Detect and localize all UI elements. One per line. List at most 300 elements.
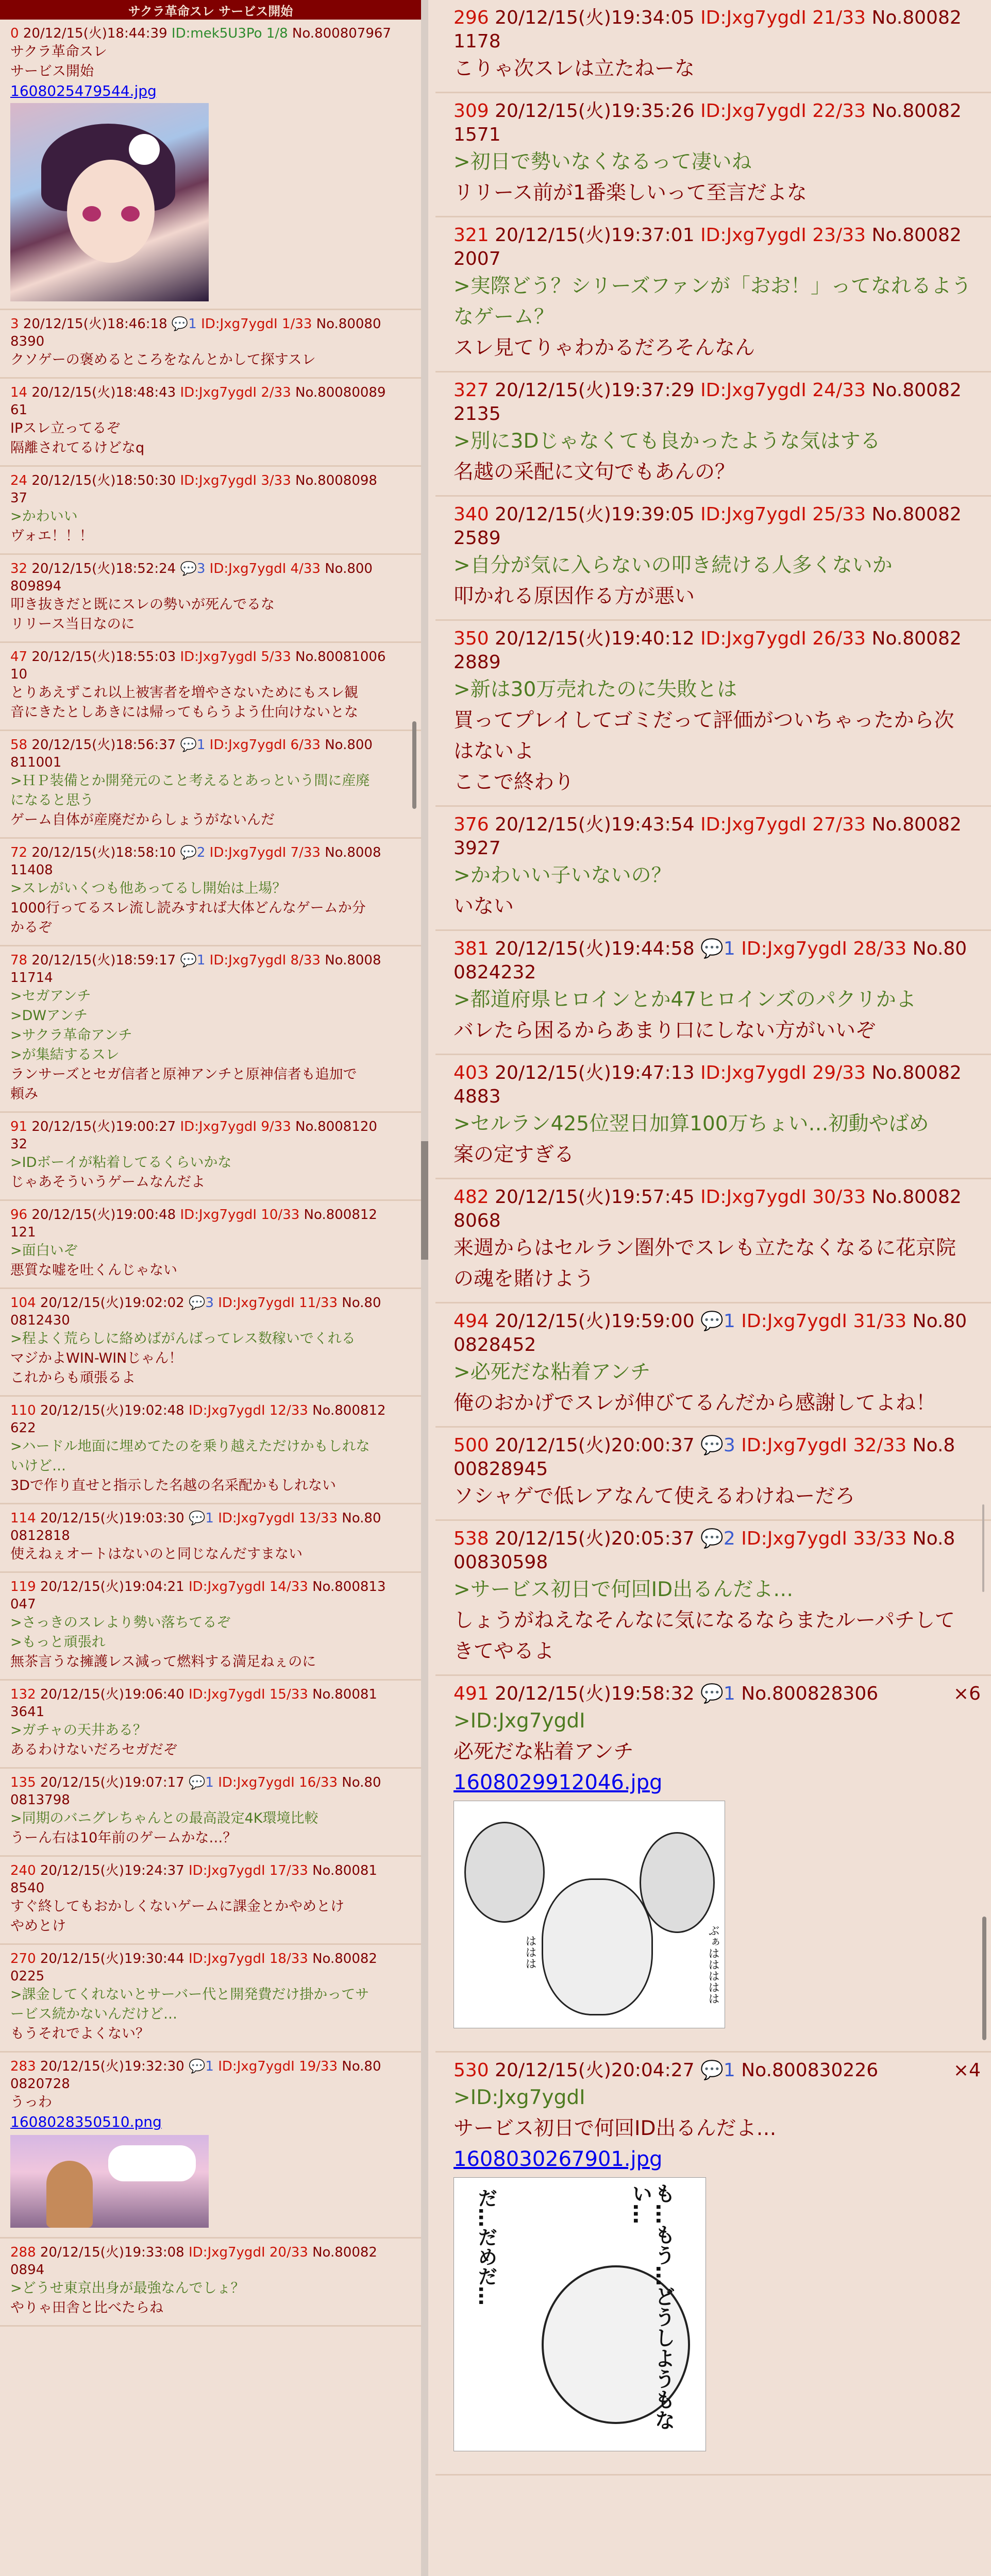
thread-title-bar [0, 0, 421, 20]
poster-id[interactable]: ID:Jxg7ygdI 25/33 [700, 504, 872, 525]
post-number-wrap: 0812430 [10, 1313, 70, 1328]
post-number-wrap: 809894 [10, 579, 62, 594]
post-meta: 20/12/15(火)19:44:58 [495, 938, 701, 959]
thread-post [0, 643, 421, 731]
poster-id[interactable]: ID:Jxg7ygdI 20/33 [189, 2245, 313, 2260]
post-meta: 20/12/15(火)19:37:29 [495, 380, 701, 401]
post-meta: No.800 [325, 561, 373, 577]
thread-post [435, 217, 991, 372]
post-number[interactable]: 500 [453, 1435, 495, 1456]
poster-id[interactable]: ID:Jxg7ygdI 18/33 [189, 1951, 313, 1967]
post-meta: No.80082 [871, 225, 962, 246]
post-header [10, 844, 411, 861]
post-header [10, 384, 411, 401]
quote-line: >自分が気に入らないの叩き続ける人多くないか [453, 554, 893, 577]
quote-line: >都道府県ヒロインとか47ヒロインズのパクリかよ [453, 988, 916, 1011]
post-header [10, 25, 411, 42]
post-meta: No.80081006 [295, 649, 386, 665]
thumbnail-speech-text: ぶぁははははは [707, 1925, 719, 2004]
post-number[interactable]: 381 [453, 938, 495, 959]
reply-count[interactable]: 💬1 [189, 2059, 219, 2074]
post-header [10, 736, 411, 754]
post-number-wrap: 0894 [10, 2262, 45, 2278]
post-meta: No.80082 [871, 1187, 962, 1208]
reply-count[interactable]: 💬1 [700, 2060, 742, 2081]
post-meta: 20/12/15(火)18:56:37 [31, 737, 180, 753]
thread-post [0, 731, 421, 839]
reply-count[interactable]: 💬1 [180, 953, 210, 968]
post-meta: No.8008098 [295, 473, 377, 488]
quote-line: >別に3Dじゃなくても良かったような気はする [453, 430, 881, 453]
poster-id[interactable]: ID:Jxg7ygdI 7/33 [209, 845, 325, 860]
post-text-line: 俺のおかげでスレが伸びてるんだから感謝してよね！ [453, 1392, 936, 1415]
quote-line: >課金してくれないとサーバー代と開発費だけ掛かってサ [10, 1987, 369, 2003]
post-number-wrap: 00830598 [453, 1552, 548, 1573]
quote-line: いけど… [10, 1458, 66, 1474]
post-thumbnail-image[interactable] [10, 2135, 209, 2228]
thumbnail-speech-text: だ…だめだ… [475, 2188, 497, 2306]
pane-scrollbar-thumb[interactable] [421, 1141, 428, 1260]
reply-count[interactable]: 💬2 [180, 845, 210, 860]
thumbnail-detail [464, 1822, 545, 1923]
post-number[interactable]: 309 [453, 100, 495, 122]
reply-count[interactable]: 💬1 [700, 1311, 742, 1332]
file-link[interactable]: 1608030267901.jpg [453, 2147, 663, 2171]
post-thumbnail-image[interactable] [10, 103, 209, 301]
reply-count[interactable]: 💬1 [700, 938, 742, 959]
post-number-wrap: 811001 [10, 755, 62, 770]
post-text-line: はないよ [453, 740, 534, 763]
poster-id[interactable]: ID:Jxg7ygdI 11/33 [218, 1295, 342, 1311]
post-number[interactable]: 403 [453, 1062, 495, 1083]
file-link[interactable]: 1608029912046.jpg [453, 1771, 663, 1794]
post-number[interactable]: 270 [10, 1951, 40, 1967]
post-header [453, 1061, 984, 1085]
post-text-line: これからも頑張るよ [10, 1370, 136, 1386]
reply-count[interactable]: 💬1 [180, 737, 210, 753]
poster-id[interactable]: ID:Jxg7ygdI 30/33 [700, 1187, 872, 1208]
poster-id[interactable]: ID:Jxg7ygdI 5/33 [180, 649, 295, 665]
post-meta: No.80 [342, 2059, 381, 2074]
post-text-line: クソゲーの褒めるところをなんとかして探すスレ [10, 352, 316, 368]
quote-line: >が集結するスレ [10, 1047, 120, 1063]
post-number-wrap: 11714 [10, 970, 53, 986]
post-meta: 20/12/15(火)19:57:45 [495, 1187, 701, 1208]
right-scroll-track[interactable] [982, 1504, 984, 1592]
post-meta: No.800830226 [741, 2060, 879, 2081]
post-text-line: 悪質な嘘を吐くんじゃない [10, 1262, 177, 1278]
thumbnail-detail [121, 206, 140, 222]
post-number-wrap: 11408 [10, 862, 53, 878]
post-number-wrap: 00828945 [453, 1459, 548, 1480]
thread-post [0, 1857, 421, 1945]
post-thumbnail-image[interactable] [453, 1801, 725, 2028]
quote-line: >どうせ東京出身が最強なんでしょ？ [10, 2280, 245, 2296]
file-link[interactable]: 1608025479544.jpg [10, 82, 157, 99]
post-text-line: 叩かれる原因作る方が悪い [453, 585, 695, 608]
post-meta: 20/12/15(火)19:43:54 [495, 814, 701, 835]
post-number-wrap: 0225 [10, 1969, 45, 1984]
thread-post [435, 1179, 991, 1303]
post-number-wrap: 622 [10, 1420, 36, 1436]
post-text-line: サービス開始 [10, 63, 94, 79]
post-number[interactable]: 530 [453, 2060, 495, 2081]
post-meta: 20/12/15(火)18:50:30 [31, 473, 180, 488]
post-text-line: 使えねぇオートはないのと同じなんだすまない [10, 1546, 303, 1562]
post-header [10, 1862, 411, 1879]
post-header [453, 1682, 984, 1706]
post-header [10, 1294, 411, 1312]
quote-line: >サービス初日で何回ID出るんだよ… [453, 1578, 794, 1601]
quote-line: >DWアンチ [10, 1008, 88, 1024]
thumbnail-detail [46, 2161, 93, 2228]
post-number[interactable]: 376 [453, 814, 495, 835]
post-meta: 20/12/15(火)19:32:30 [40, 2059, 189, 2074]
post-text-line: もうそれでよくない？ [10, 2026, 149, 2042]
post-number[interactable]: 135 [10, 1775, 40, 1790]
post-number-wrap: 2589 [453, 528, 501, 549]
post-text-line: サービス初日で何回ID出るんだよ… [453, 2117, 777, 2140]
thread-post [0, 555, 421, 643]
post-number[interactable]: 72 [10, 845, 32, 860]
thread-post [0, 1289, 421, 1397]
post-number[interactable]: 119 [10, 1579, 40, 1595]
post-number[interactable]: 283 [10, 2059, 40, 2074]
post-number[interactable]: 491 [453, 1683, 495, 1704]
post-meta: 20/12/15(火)19:30:44 [40, 1951, 189, 1967]
poster-id[interactable]: ID:mek5U3Po 1/8 [171, 26, 292, 41]
post-number-wrap: 1178 [453, 31, 501, 52]
right-scroll-indicator[interactable] [982, 1917, 986, 2040]
post-number[interactable]: 24 [10, 473, 32, 488]
post-number-wrap: 1571 [453, 124, 501, 145]
quote-line: >ＨＰ装備とか開発元のこと考えるとあっという間に産廃 [10, 773, 370, 789]
post-header [10, 1402, 411, 1419]
poster-id[interactable]: ID:Jxg7ygdI 31/33 [741, 1311, 913, 1332]
reply-count[interactable]: 💬1 [700, 1683, 742, 1704]
post-header [453, 6, 984, 30]
thread-post [0, 1113, 421, 1201]
post-thumbnail-image[interactable] [453, 2177, 706, 2451]
post-number-wrap: 2135 [453, 403, 501, 425]
reply-count[interactable]: 💬3 [180, 561, 210, 577]
thread-post [435, 0, 991, 93]
post-number[interactable]: 321 [453, 225, 495, 246]
post-meta: No.800828306 [741, 1683, 879, 1704]
post-number[interactable]: 58 [10, 737, 32, 753]
post-number[interactable]: 78 [10, 953, 32, 968]
post-meta: 20/12/15(火)19:40:12 [495, 628, 701, 649]
quote-line: >同期のバニグレちゃんとの最高設定4K環境比較 [10, 1810, 318, 1826]
poster-id[interactable]: ID:Jxg7ygdI 17/33 [189, 1863, 313, 1878]
post-header [10, 2058, 411, 2075]
quote-line: >ID:Jxg7ygdI [453, 1709, 585, 1733]
post-number[interactable]: 47 [10, 649, 32, 665]
thread-post [0, 946, 421, 1113]
pane-scrollbar[interactable] [421, 0, 428, 2576]
post-text-line: あるわけないだろセガだぞ [10, 1742, 177, 1758]
poster-id[interactable]: ID:Jxg7ygdI 21/33 [700, 7, 872, 28]
post-header [10, 315, 411, 333]
poster-id[interactable]: ID:Jxg7ygdI 29/33 [700, 1062, 872, 1083]
post-text-line: うっわ [10, 2094, 52, 2110]
post-meta: No.80 [342, 1775, 381, 1790]
poster-id[interactable]: ID:Jxg7ygdI 32/33 [741, 1435, 913, 1456]
post-header [10, 1206, 411, 1224]
poster-id[interactable]: ID:Jxg7ygdI 24/33 [700, 380, 872, 401]
post-number-wrap: 0828452 [453, 1334, 536, 1355]
post-number[interactable]: 96 [10, 1207, 32, 1223]
post-meta: No.80081 [312, 1863, 377, 1878]
post-header [10, 1686, 411, 1703]
post-meta: No.800807967 [292, 26, 391, 41]
post-meta: No.8008 [325, 845, 381, 860]
post-text-line: ヴォエ！！！ [10, 528, 93, 544]
poster-id[interactable]: ID:Jxg7ygdI 14/33 [189, 1579, 313, 1595]
poster-id[interactable]: ID:Jxg7ygdI 33/33 [741, 1528, 913, 1549]
reply-count[interactable]: 💬1 [189, 1511, 219, 1526]
post-meta: No.80 [342, 1511, 381, 1526]
post-number[interactable]: 340 [453, 504, 495, 525]
thread-post [435, 807, 991, 931]
post-text-line: 3Dで作り直せと指示した名越の名采配かもしれない [10, 1478, 336, 1494]
post-meta: No.80082 [871, 7, 962, 28]
quote-line: >かわいい子いないの？ [453, 864, 671, 887]
post-meta: 20/12/15(火)18:46:18 [23, 316, 172, 332]
post-number[interactable]: 494 [453, 1311, 495, 1332]
post-header [453, 1527, 984, 1551]
post-meta: 20/12/15(火)18:44:39 [23, 26, 172, 41]
post-meta: No.8008120 [295, 1119, 377, 1134]
post-header [453, 379, 984, 402]
thread-post [435, 93, 991, 217]
poster-id[interactable]: ID:Jxg7ygdI 26/33 [700, 628, 872, 649]
thumbnail-speech-text: ははは [524, 1935, 536, 1969]
left-scroll-indicator[interactable] [412, 721, 416, 809]
quote-count: ×4 [953, 2060, 981, 2081]
post-meta: No.80082 [871, 504, 962, 525]
post-number[interactable]: 327 [453, 380, 495, 401]
post-number-wrap: 0824232 [453, 962, 536, 983]
post-meta: 20/12/15(火)19:37:01 [495, 225, 701, 246]
reply-count[interactable]: 💬1 [189, 1775, 219, 1790]
poster-id[interactable]: ID:Jxg7ygdI 19/33 [218, 2059, 342, 2074]
post-text-line: うーん右は10年前のゲームかな…？ [10, 1830, 237, 1846]
post-number[interactable]: 132 [10, 1687, 40, 1702]
post-number[interactable]: 104 [10, 1295, 40, 1311]
post-text-line: サクラ革命スレ [10, 44, 107, 60]
reply-count[interactable]: 💬3 [189, 1295, 219, 1311]
poster-id[interactable]: ID:Jxg7ygdI 6/33 [209, 737, 325, 753]
post-meta: 20/12/15(火)20:04:27 [495, 2060, 701, 2081]
post-header [453, 503, 984, 527]
post-header [453, 1434, 984, 1458]
post-text-line: スレ見てりゃわかるだろそんなん [453, 336, 755, 360]
thread-post [0, 2053, 421, 2239]
post-text-line: 音にきたとしあきには帰ってもらうよう仕向けないとな [10, 704, 358, 720]
right-post-list [435, 0, 991, 2476]
post-meta: 20/12/15(火)18:55:03 [31, 649, 180, 665]
post-header [453, 813, 984, 837]
post-meta: No.800 [325, 737, 373, 753]
thread-post [0, 20, 421, 310]
post-meta: No.80 [912, 938, 967, 959]
quote-line: >スレがいくつも他あってるし開始は上場？ [10, 880, 287, 896]
quote-line: >IDボーイが粘着してるくらいかな [10, 1155, 232, 1171]
thumbnail-detail [67, 160, 155, 263]
thread-post [0, 1681, 421, 1769]
post-meta: 20/12/15(火)19:00:27 [31, 1119, 180, 1134]
file-link[interactable]: 1608028350510.png [10, 2113, 162, 2130]
quote-line: >さっきのスレより勢い落ちてるぞ [10, 1615, 231, 1631]
poster-id[interactable]: ID:Jxg7ygdI 10/33 [180, 1207, 304, 1223]
thumbnail-detail [640, 1832, 715, 1933]
thread-post [435, 931, 991, 1055]
post-meta: 20/12/15(火)18:48:43 [31, 385, 180, 400]
poster-id[interactable]: ID:Jxg7ygdI 2/33 [180, 385, 295, 400]
post-number[interactable]: 538 [453, 1528, 495, 1549]
post-number-wrap: 10 [10, 667, 28, 682]
post-number-wrap: 047 [10, 1597, 36, 1612]
thread-post [435, 1055, 991, 1179]
reply-count[interactable]: 💬1 [171, 316, 201, 332]
thread-post [0, 467, 421, 555]
post-meta: No.800812 [304, 1207, 377, 1223]
post-number[interactable]: 0 [10, 26, 23, 41]
post-number[interactable]: 350 [453, 628, 495, 649]
poster-id[interactable]: ID:Jxg7ygdI 28/33 [741, 938, 913, 959]
post-number-wrap: 3927 [453, 838, 501, 859]
quote-line: >セルラン425位翌日加算100万ちょい…初動やばめ [453, 1112, 929, 1136]
poster-id[interactable]: ID:Jxg7ygdI 12/33 [189, 1403, 313, 1418]
post-meta: No.80 [912, 1311, 967, 1332]
thread-post [0, 1769, 421, 1857]
post-header [10, 2244, 411, 2261]
poster-id[interactable]: ID:Jxg7ygdI 9/33 [180, 1119, 295, 1134]
post-number[interactable]: 240 [10, 1863, 40, 1878]
poster-id[interactable]: ID:Jxg7ygdI 3/33 [180, 473, 295, 488]
post-text-line: マジかよWIN-WINじゃん！ [10, 1350, 183, 1366]
post-text-line: ゲーム自体が産廃だからしょうがないんだ [10, 812, 275, 828]
thread-post [0, 1504, 421, 1573]
quote-line: >もっと頑張れ [10, 1634, 106, 1650]
post-text-line: 買ってプレイしてゴミだって評価がついちゃったから次 [453, 709, 954, 732]
poster-id[interactable]: ID:Jxg7ygdI 4/33 [209, 561, 325, 577]
post-meta: 20/12/15(火)20:05:37 [495, 1528, 701, 1549]
reply-count[interactable]: 💬3 [700, 1435, 742, 1456]
quote-line: >面白いぞ [10, 1243, 78, 1259]
post-header [453, 224, 984, 247]
post-text-line: 名越の采配に文句でもあんの？ [453, 461, 735, 484]
quote-line: >新は30万売れたのに失敗とは [453, 678, 737, 701]
poster-id[interactable]: ID:Jxg7ygdI 16/33 [218, 1775, 342, 1790]
quote-line: >程よく荒らしに絡めばがんばってレス数稼いでくれる [10, 1331, 356, 1347]
post-text-line: きてやるよ [453, 1640, 555, 1663]
poster-id[interactable]: ID:Jxg7ygdI 13/33 [218, 1511, 342, 1526]
post-number[interactable]: 110 [10, 1403, 40, 1418]
thread-post [435, 2053, 991, 2476]
quote-line: ービス続かないんだけど… [10, 2006, 177, 2022]
poster-id[interactable]: ID:Jxg7ygdI 1/33 [201, 316, 316, 332]
poster-id[interactable]: ID:Jxg7ygdI 27/33 [700, 814, 872, 835]
post-text-line: リリース前が1番楽しいって至言だよな [453, 181, 807, 205]
post-meta: No.80082 [871, 814, 962, 835]
post-text-line: 必死だな粘着アンチ [453, 1740, 634, 1764]
post-text-line: やりゃ田舎と比べたらね [10, 2300, 163, 2316]
thumbnail-detail [542, 1878, 653, 2015]
post-header [10, 472, 411, 489]
thumbnail-detail [82, 206, 101, 222]
post-number[interactable]: 288 [10, 2245, 40, 2260]
reply-count[interactable]: 💬2 [700, 1528, 742, 1549]
post-text-line: かるぞ [10, 920, 52, 936]
post-meta: No.80082 [871, 628, 962, 649]
post-number-wrap: 32 [10, 1137, 28, 1152]
thread-post [435, 1676, 991, 2053]
post-meta: No.80081 [312, 1687, 377, 1702]
quote-count: ×6 [953, 1683, 981, 1704]
post-header [453, 1310, 984, 1333]
post-header [10, 648, 411, 666]
post-header [10, 1118, 411, 1136]
post-header [453, 1185, 984, 1209]
thread-post [0, 1573, 421, 1681]
post-meta: No.8 [912, 1528, 955, 1549]
quote-line: になると思う [10, 792, 94, 808]
post-meta: No.80082 [312, 2245, 377, 2260]
poster-id[interactable]: ID:Jxg7ygdI 22/33 [700, 100, 872, 122]
post-number[interactable]: 296 [453, 7, 495, 28]
post-text-line: とりあえずこれ以上被害者を増やさないためにもスレ観 [10, 685, 358, 701]
post-meta: No.80080 [316, 316, 381, 332]
thread-post [435, 621, 991, 807]
post-text-line: しょうがねえなそんなに気になるならまたルーパチして [453, 1609, 955, 1632]
post-text-line: 叩き抜きだと既にスレの勢いが死んでるな [10, 597, 275, 613]
left-post-list [0, 20, 421, 2327]
post-meta: 20/12/15(火)19:04:21 [40, 1579, 189, 1595]
post-number[interactable]: 91 [10, 1119, 32, 1134]
poster-id[interactable]: ID:Jxg7ygdI 15/33 [189, 1687, 313, 1702]
post-number-wrap: 2889 [453, 652, 501, 673]
post-number[interactable]: 14 [10, 385, 32, 400]
post-text-line: いない [453, 895, 514, 918]
post-meta: 20/12/15(火)18:59:17 [31, 953, 180, 968]
post-text-line: すぐ終してもおかしくないゲームに課金とかやめとけ [10, 1899, 344, 1914]
quote-line: >実際どう？シリーズファンが「おお！」ってなれるよう [453, 275, 971, 298]
post-text-line: こりゃ次スレは立たねーな [453, 57, 695, 80]
post-meta: 20/12/15(火)19:02:48 [40, 1403, 189, 1418]
post-number[interactable]: 482 [453, 1187, 495, 1208]
post-number[interactable]: 3 [10, 316, 23, 332]
post-number-wrap: 0820728 [10, 2076, 70, 2092]
post-text-line: 隔離されてるけどなq [10, 440, 145, 456]
post-text-line: リリース当日なのに [10, 616, 135, 632]
thread-post [0, 1397, 421, 1504]
poster-id[interactable]: ID:Jxg7ygdI 8/33 [209, 953, 325, 968]
quote-line: >初日で勢いなくなるって凄いね [453, 150, 752, 174]
poster-id[interactable]: ID:Jxg7ygdI 23/33 [700, 225, 872, 246]
thumbnail-detail [129, 134, 160, 165]
post-number-wrap: 61 [10, 402, 28, 418]
post-number[interactable]: 32 [10, 561, 32, 577]
thread-post [0, 1945, 421, 2053]
post-number-wrap: 8540 [10, 1880, 45, 1896]
post-text-line: 頼み [10, 1086, 38, 1102]
post-header [10, 1578, 411, 1596]
post-meta: No.80 [342, 1295, 381, 1311]
quote-line: >かわいい [10, 509, 78, 524]
post-number[interactable]: 114 [10, 1511, 40, 1526]
